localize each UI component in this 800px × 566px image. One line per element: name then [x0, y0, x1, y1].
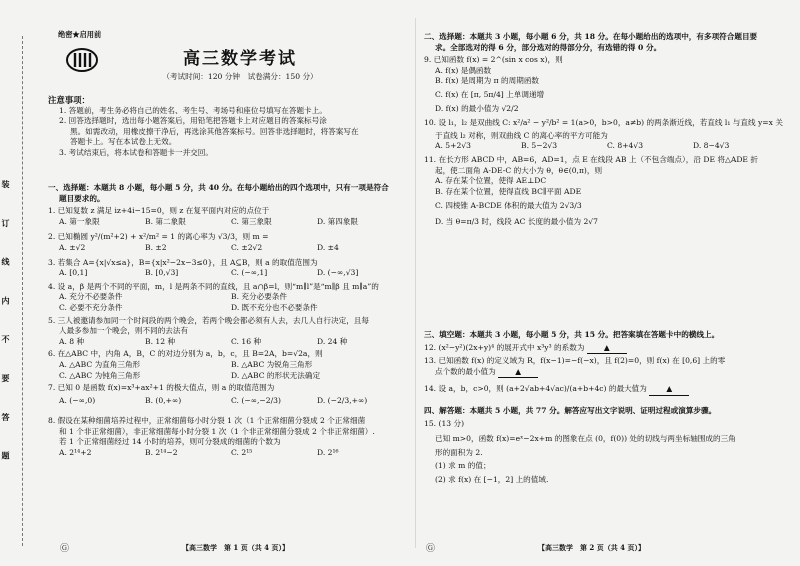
section-1-header-cont: 题目要求的。 — [59, 193, 105, 203]
option-a: A. △ABC 为直角三角形 — [59, 359, 141, 369]
notice-line: 黑。如需改动，用橡皮擦干净后，再选涂其他答案标号。回答非选择题时，将答案写在 — [70, 126, 359, 136]
option-a: A. [0,1] — [59, 268, 88, 278]
question-15-line: 已知 m>0，函数 f(x)=eˣ−2x+m 的图象在点 (0，f(0)) 处的切线与两坐标轴围成的三角 — [435, 434, 736, 444]
notice-line: 1. 答题前，考生务必将自己的姓名、考生号、考场号和座位号填写在答题卡上。 — [59, 105, 327, 115]
answer-blank: ▲ — [587, 343, 627, 355]
exam-duration: （考试时间：120 分钟 试卷满分：150 分） — [162, 72, 318, 81]
option-d: D. ±4 — [317, 242, 339, 252]
answer-blank: ▲ — [649, 384, 689, 396]
corner-mark-icon: Ⓖ — [426, 544, 436, 554]
question-5-line: 人最多参加一个晚会，则不同的去法有 — [59, 326, 189, 336]
notice-block — [48, 95, 408, 159]
notice-line: 2. 回答选择题时，选出每小题答案后，用铅笔把答题卡上对应题目的答案标号涂 — [59, 116, 327, 126]
page-footer-left: 【高三数学 第 1 页（共 4 页）】 — [182, 543, 289, 552]
option-c: C. 8+4√3 — [607, 141, 644, 151]
option-c: C. 2¹⁵ — [231, 448, 253, 458]
option-c: C. (−∞,1] — [231, 268, 268, 278]
option-a: A. 5+2√3 — [435, 141, 472, 151]
option-a: A. (−∞,0) — [59, 395, 96, 405]
question-1-options — [48, 217, 408, 228]
question-3-options — [48, 268, 408, 279]
question-12-stem: 12. (x²−y²)(2x+y)⁴ 的展开式中 x³y³ 的系数为 — [424, 342, 585, 352]
question-12 — [424, 343, 786, 355]
section-4 — [424, 406, 786, 486]
option-b: B. [0,√3] — [145, 268, 179, 278]
option-c: C. △ABC 为钝角三角形 — [59, 370, 141, 380]
question-8-line: 8. 假设在某种细菌培养过程中，正常细菌每小时分裂 1 次（1 个正常细菌分裂成 2 个正常细菌 — [48, 416, 366, 426]
option-b: B. △ABC 为锐角三角形 — [231, 359, 313, 369]
question-4-stem: 4. 设 a，β 是两个不同的平面，m，l 是两条不同的直线，且 a∩β=l，则“m∥l”是“m∥β 且 m∥a”的 — [48, 281, 379, 291]
option-b: B. (0,+∞) — [145, 395, 182, 405]
section-3-header: 三、填空题：本题共 3 小题，每小题 5 分，共 15 分。把答案填在答题卡中的横线上。 — [424, 330, 720, 339]
binding-strip — [0, 0, 40, 566]
option-d: D. (−2/3,+∞) — [317, 395, 368, 405]
option-c: C. 四棱锥 A-BCDE 体积的最大值为 2√3/3 — [435, 201, 582, 211]
option-b: B. ±2 — [145, 242, 167, 252]
option-a: A. 2¹⁴+2 — [59, 448, 92, 458]
question-8-options — [48, 448, 408, 459]
option-b: B. 12 种 — [145, 336, 176, 346]
section-1 — [48, 183, 408, 459]
question-14-stem: 14. 设 a，b，c>0，则 (a+2√ab+4√ac)/(a+b+4c) 的最大值为 — [424, 384, 647, 394]
option-d: D. 既不充分也不必要条件 — [231, 302, 318, 312]
option-c: C. (−∞,−2/3) — [231, 395, 281, 405]
option-c: C. 必要不充分条件 — [59, 302, 123, 312]
option-d: D. 2¹⁶ — [317, 448, 339, 458]
question-15-label: 15. (13 分) — [424, 418, 465, 428]
option-c: C. 16 种 — [231, 336, 262, 346]
option-b: B. 存在某个位置，使得直线 BC∥平面 ADE — [435, 186, 582, 196]
logo-icon — [65, 47, 99, 73]
question-5-line: 5. 三人被邀请参加同一个时间段的两个晚会，若两个晚会都必须有人去，去几人自行决定，且每 — [48, 315, 369, 325]
option-d: D. 24 种 — [317, 336, 348, 346]
question-15-line: 形的面积为 2. — [435, 447, 483, 457]
question-14 — [424, 384, 786, 396]
answer-blank: ▲ — [498, 367, 538, 379]
question-15-part-2: (2) 求 f(x) 在 [−1，2] 上的值域. — [435, 474, 549, 484]
option-c: C. 第三象限 — [231, 216, 272, 226]
question-4-options-row2 — [48, 303, 408, 314]
question-10-line: 于直线 l₂ 对称，则双曲线 C 的离心率的平方可能为 — [435, 130, 608, 140]
question-7-options — [48, 396, 408, 407]
question-8-line: 若 1 个正常细菌经过 14 小时的培养，则可分裂成的细菌的个数为 — [59, 437, 281, 447]
option-d: D. f(x) 的最小值为 √2/2 — [435, 103, 519, 113]
question-13-cont — [424, 367, 786, 379]
page-divider — [415, 18, 416, 548]
option-b: B. 2¹⁴−2 — [145, 448, 178, 458]
question-6-options-row2 — [48, 371, 408, 382]
option-a: A. 充分不必要条件 — [59, 292, 123, 302]
question-11-line: 11. 在长方形 ABCD 中，AB=6，AD=1，点 E 在线段 AB 上（不包含端点），沿 DE 将△ADE 折 — [424, 154, 758, 164]
option-a: A. ±√2 — [59, 242, 86, 252]
option-c: C. ±2√2 — [231, 242, 263, 252]
section-2 — [424, 32, 786, 228]
option-b: B. 充分必要条件 — [231, 292, 287, 302]
question-15-part-1: (1) 求 m 的值； — [435, 461, 491, 471]
question-6-options-row1 — [48, 360, 408, 371]
question-13-stem-cont: 点个数的最小值为 — [435, 366, 496, 376]
corner-mark-icon: Ⓖ — [60, 544, 70, 554]
section-3 — [424, 330, 786, 396]
question-4-options-row1 — [48, 292, 408, 303]
question-11-line: 起，使二面角 A-DE-C 的大小为 θ，θ∈(0,π)，则 — [435, 165, 603, 175]
section-2-header: 二、选择题：本题共 3 小题，每小题 6 分，共 18 分。在每小题给出的选项中，有多项符合题目要 — [424, 32, 758, 41]
option-a: A. f(x) 是偶函数 — [435, 65, 492, 75]
page-footer-right: 【高三数学 第 2 页（共 4 页）】 — [538, 543, 645, 552]
option-a: A. 8 种 — [59, 336, 85, 346]
option-d: D. △ABC 的形状无法确定 — [231, 370, 321, 380]
notice-line: 3. 考试结束后，将本试卷和答题卡一并交回。 — [59, 147, 213, 157]
notice-heading: 注意事项： — [48, 95, 90, 105]
option-d: D. 当 θ=π/3 时，线段 AC 长度的最小值为 2√7 — [435, 216, 598, 226]
question-7-stem: 7. 已知 0 是函数 f(x)=x³+ax²+1 的极大值点，则 a 的取值范围为 — [48, 383, 275, 393]
section-2-header-cont: 求。全部选对的得 6 分，部分选对的得部分分，有选错的得 0 分。 — [435, 42, 662, 52]
question-2-options — [48, 243, 408, 254]
question-9-stem: 9. 已知函数 f(x) = 2^(sin x cos x)，则 — [424, 55, 563, 65]
question-6-stem: 6. 在△ABC 中，内角 A，B，C 的对边分别为 a，b，c，且 B=2A，b=√2a，则 — [48, 349, 323, 359]
question-10-options — [424, 141, 786, 152]
section-4-header: 四、解答题：本题共 5 小题，共 77 分。解答应写出文字说明、证明过程或演算步骤。 — [424, 406, 717, 415]
option-c: C. f(x) 在 [π, 5π/4] 上单调递增 — [435, 89, 545, 99]
section-1-header: 一、选择题：本题共 8 小题，每小题 5 分，共 40 分。在每小题给出的四个选项中，只有一项是符合 — [48, 183, 389, 192]
option-b: B. f(x) 是周期为 π 的周期函数 — [435, 76, 540, 86]
option-a: A. 第一象限 — [59, 216, 100, 226]
option-b: B. 5−2√3 — [521, 141, 558, 151]
option-d: D. 8−4√3 — [693, 141, 730, 151]
option-d: D. 第四象限 — [317, 216, 359, 226]
page-title: 高三数学考试 — [183, 49, 297, 69]
binding-dashed-line — [22, 36, 23, 546]
binding-label: 装 订 线 内 不 要 答 题 — [1, 180, 11, 474]
question-3-stem: 3. 若集合 A={x|√x≤a}，B={x|x²−2x−3≤0}，且 A⊆B，则 a 的取值范围为 — [48, 257, 318, 267]
option-a: A. 存在某个位置，使得 AE⊥DC — [435, 176, 547, 186]
question-5-options — [48, 337, 408, 348]
secret-label: 绝密★启用前 — [58, 30, 102, 39]
option-d: D. (−∞,√3] — [317, 268, 359, 278]
question-1-stem: 1. 已知复数 z 满足 iz+4i−15=0，则 z 在复平面内对应的点位于 — [48, 206, 270, 216]
option-b: B. 第二象限 — [145, 216, 186, 226]
question-2-stem: 2. 已知椭圆 y²/(m²+2) + x²/m² = 1 的离心率为 √3/3，则 m = — [48, 232, 269, 242]
question-8-line: 和 1 个非正常细菌），非正常细菌每小时分裂 1 次（1 个非正常细菌分裂成 2 个非正常细菌）. — [59, 426, 375, 436]
notice-line: 答题卡上。写在本试卷上无效。 — [70, 137, 177, 147]
question-13-line: 13. 已知函数 f(x) 的定义域为 R，f(x−1)=−f(−x)，且 f(2)=0，则 f(x) 在 [0,6] 上的零 — [424, 356, 726, 366]
question-10-line: 10. 设 l₁，l₂ 是双曲线 C: x²/a² − y²/b² = 1(a>0，b>0，a≠b) 的两条渐近线，若直线 l₁ 与直线 y=x 关 — [424, 118, 783, 128]
